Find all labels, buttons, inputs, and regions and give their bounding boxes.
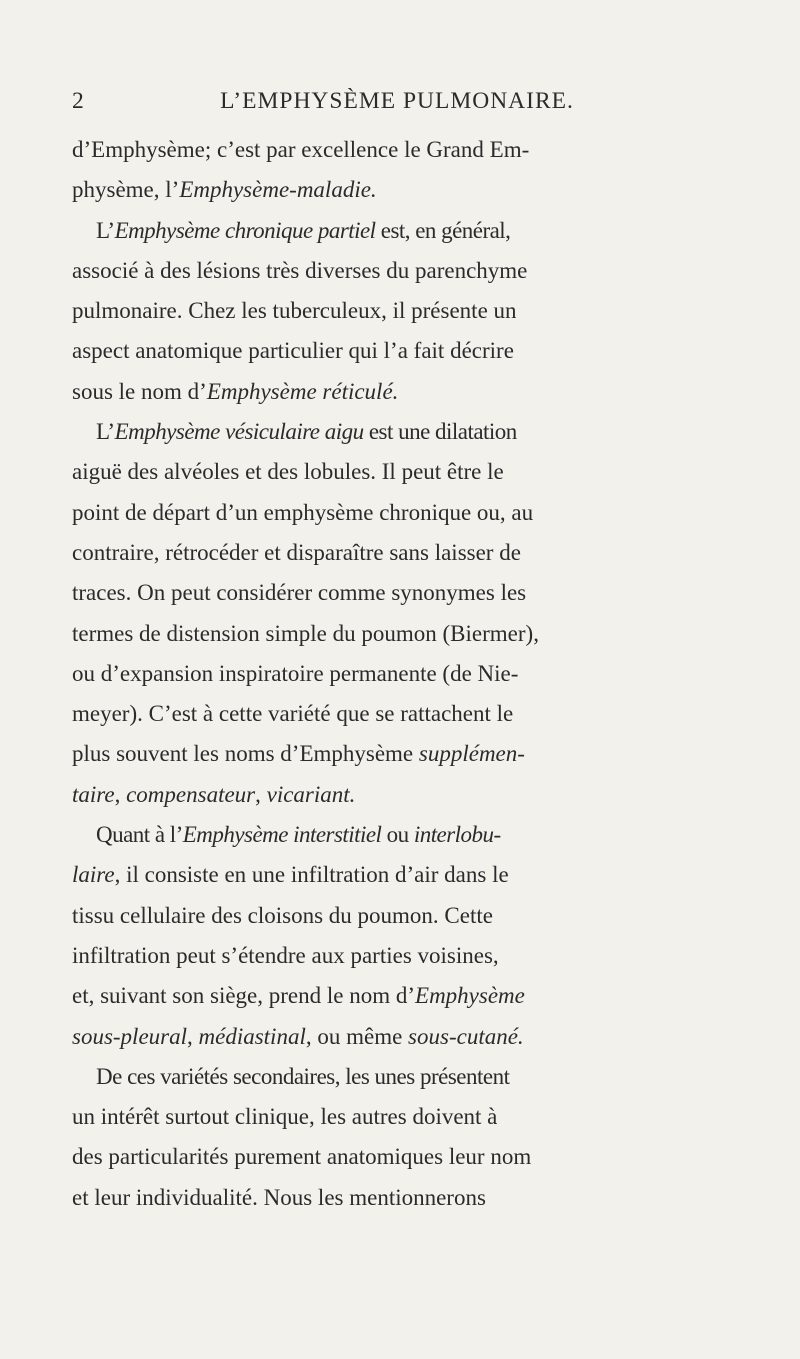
text-run: , il consiste en une infiltration d’air dans le bbox=[114, 862, 509, 888]
text-run: , bbox=[255, 781, 267, 807]
text-run: est une dilatation bbox=[363, 419, 517, 445]
text-line bbox=[72, 1017, 732, 1057]
text-line bbox=[72, 412, 732, 452]
text-line bbox=[72, 1137, 732, 1177]
text-run: , bbox=[114, 781, 127, 807]
text-run: est, en général, bbox=[375, 217, 511, 243]
text-run: sous le nom d’ bbox=[72, 378, 207, 404]
text-run: meyer). C’est à cette variété que se rattachent le bbox=[72, 701, 514, 727]
text-line bbox=[72, 493, 732, 533]
text-line bbox=[72, 211, 732, 251]
italic-term: Emphysème vésiculaire aigu bbox=[114, 419, 364, 445]
text-line bbox=[72, 573, 732, 613]
text-run: tissu cellulaire des cloisons du poumon. Cette bbox=[72, 902, 493, 928]
text-line bbox=[72, 331, 732, 371]
text-line bbox=[72, 1057, 732, 1097]
text-run: De ces variétés secondaires, les unes présentent bbox=[96, 1063, 510, 1089]
text-run: pulmonaire. Chez les tuberculeux, il présente un bbox=[72, 298, 517, 324]
text-run: ou bbox=[381, 822, 414, 848]
text-line bbox=[72, 775, 732, 815]
italic-term: Emphysème chronique partiel bbox=[114, 217, 376, 243]
text-run: et, suivant son siège, prend le nom d’ bbox=[72, 983, 416, 1009]
text-line bbox=[72, 533, 732, 573]
text-run: traces. On peut considérer comme synonymes les bbox=[72, 580, 527, 606]
text-line bbox=[72, 614, 732, 654]
body-text bbox=[72, 130, 732, 1218]
text-line bbox=[72, 976, 732, 1016]
text-run: Quant à l’ bbox=[96, 822, 183, 848]
text-run: , ou même bbox=[305, 1023, 409, 1049]
running-title: L’EMPHYSÈME PULMONAIRE. bbox=[220, 88, 574, 114]
italic-term: Emphysème réticulé. bbox=[206, 378, 399, 404]
text-line bbox=[72, 734, 732, 774]
italic-term: Emphysème-maladie. bbox=[179, 177, 377, 203]
italic-term: médiastinal bbox=[198, 1023, 306, 1049]
text-line bbox=[72, 170, 732, 210]
page-number: 2 bbox=[72, 88, 85, 114]
text-line bbox=[72, 1097, 732, 1137]
text-line bbox=[72, 654, 732, 694]
italic-term: compensateur bbox=[126, 781, 256, 807]
running-head bbox=[68, 88, 726, 118]
text-run: infiltration peut s’étendre aux parties voisines, bbox=[72, 942, 499, 968]
text-run: plus souvent les noms d’Emphysème bbox=[72, 741, 419, 767]
italic-term: supplémen- bbox=[418, 741, 525, 767]
text-run: un intérêt surtout clinique, les autres doivent à bbox=[72, 1104, 498, 1130]
text-run: L’ bbox=[96, 217, 115, 243]
text-run: physème, l’ bbox=[72, 177, 180, 203]
text-run: termes de distension simple du poumon (Biermer), bbox=[72, 620, 539, 646]
text-run: associé à des lésions très diverses du parenchyme bbox=[72, 257, 528, 283]
italic-term: Emphysème interstitiel bbox=[182, 822, 382, 848]
italic-term: Emphysème bbox=[415, 983, 525, 1009]
text-line bbox=[72, 452, 732, 492]
italic-term: laire bbox=[72, 862, 115, 888]
text-run: L’ bbox=[96, 419, 115, 445]
text-run: aiguë des alvéoles et des lobules. Il peut être le bbox=[72, 459, 504, 485]
text-line bbox=[72, 936, 732, 976]
text-line bbox=[72, 694, 732, 734]
text-line bbox=[72, 372, 732, 412]
text-line bbox=[72, 251, 732, 291]
italic-term: vicariant. bbox=[266, 781, 356, 807]
text-run: , bbox=[187, 1023, 199, 1049]
italic-term: sous-cutané. bbox=[408, 1023, 524, 1049]
text-run: d’Emphysème; c’est par excellence le Grand Em- bbox=[72, 137, 530, 162]
text-line bbox=[72, 130, 732, 170]
italic-term: taire bbox=[72, 781, 115, 807]
text-run: des particularités purement anatomiques leur nom bbox=[72, 1144, 532, 1170]
text-run: aspect anatomique particulier qui l’a fait décrire bbox=[72, 338, 514, 364]
text-line bbox=[72, 896, 732, 936]
text-run: point de départ d’un emphysème chronique ou, au bbox=[72, 499, 534, 525]
text-run: ou d’expansion inspiratoire permanente (de Nie- bbox=[72, 660, 519, 686]
text-line bbox=[72, 815, 732, 855]
text-run: contraire, rétrocéder et disparaître sans laisser de bbox=[72, 539, 521, 565]
italic-term: interlobu- bbox=[413, 822, 501, 848]
text-line bbox=[72, 291, 732, 331]
italic-term: sous-pleural bbox=[72, 1023, 187, 1049]
text-line bbox=[72, 1178, 732, 1218]
text-run: et leur individualité. Nous les mentionnerons bbox=[72, 1184, 486, 1210]
text-line bbox=[72, 855, 732, 895]
